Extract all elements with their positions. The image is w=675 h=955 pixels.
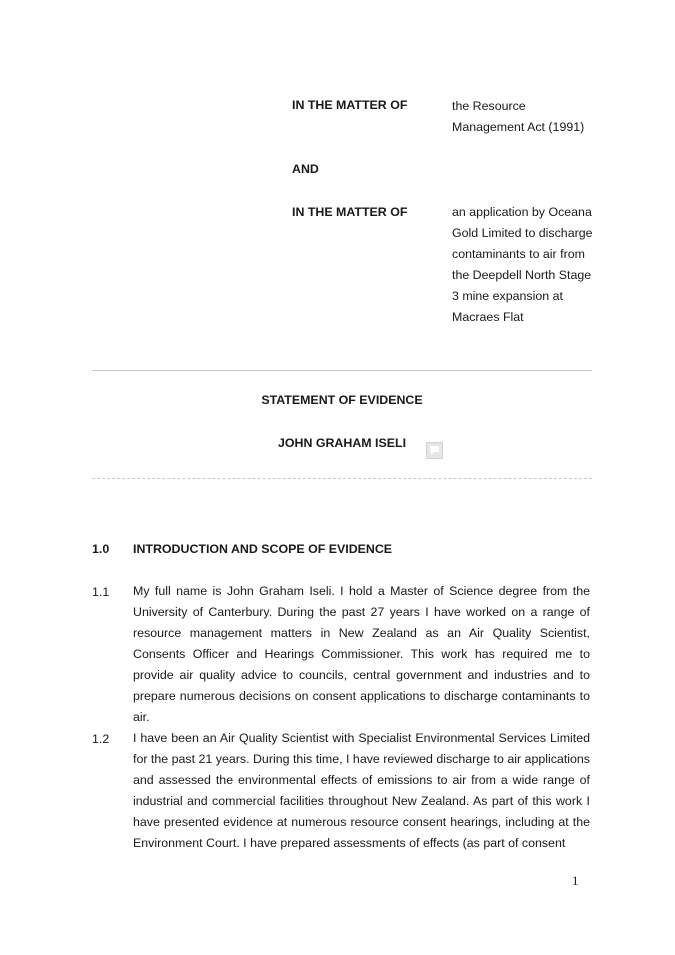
- matter-value-2-line: contaminants to air from: [452, 247, 585, 261]
- comment-icon[interactable]: [426, 442, 443, 459]
- matter-value-2-line: the Deepdell North Stage: [452, 268, 592, 282]
- paragraph-text: My full name is John Graham Iseli. I hold a Master of Science degree from the University of Canterbury. During the past 27 years I have worked on a range of resource management matters in New Zealand as an Air Quality Scientist, Consents Officer and Hearings Commissioner. This work has required me to provide air quality advice to councils, central government and industries and to prepare numerous decisions on consent applications to discharge contaminants to air.: [133, 584, 590, 724]
- matter-value-2-line: 3 mine expansion at: [452, 289, 563, 303]
- matter-value-1-line: the Resource: [452, 99, 526, 113]
- matter-value-2-line: an application by Oceana: [452, 205, 592, 219]
- matter-value-2: [452, 202, 652, 328]
- paragraph-number: 1.2: [92, 732, 110, 746]
- bottom-divider: [92, 478, 592, 479]
- paragraph-text: I have been an Air Quality Scientist with Specialist Environmental Services Limited for the past 21 years. During this time, I have reviewed discharge to air applications and assessed the environmental effects of emissions to air from a wide range of industrial and commercial facilities throughout New Zealand. As part of this work I have presented evidence at numerous resource consent hearings, including at the Environment Court. I have prepared assessments of effects (as part of consent: [133, 731, 590, 850]
- paragraph-number: 1.1: [92, 585, 110, 599]
- matter-value-1-line: Management Act (1991): [452, 120, 585, 134]
- top-divider: [92, 370, 592, 371]
- and-label: AND: [292, 162, 319, 176]
- matter-label-1: IN THE MATTER OF: [292, 98, 408, 112]
- page-number: 1: [572, 873, 579, 888]
- matter-value-1: [452, 96, 652, 138]
- section-title: INTRODUCTION AND SCOPE OF EVIDENCE: [133, 542, 393, 556]
- matter-value-2-line: Gold Limited to discharge: [452, 226, 593, 240]
- statement-title: STATEMENT OF EVIDENCE: [261, 393, 423, 407]
- section-number: 1.0: [92, 542, 110, 556]
- matter-value-2-line: Macraes Flat: [452, 310, 524, 324]
- matter-label-2: IN THE MATTER OF: [292, 205, 408, 219]
- witness-name: JOHN GRAHAM ISELI: [277, 436, 407, 450]
- comment-icon-glyph: [427, 443, 442, 458]
